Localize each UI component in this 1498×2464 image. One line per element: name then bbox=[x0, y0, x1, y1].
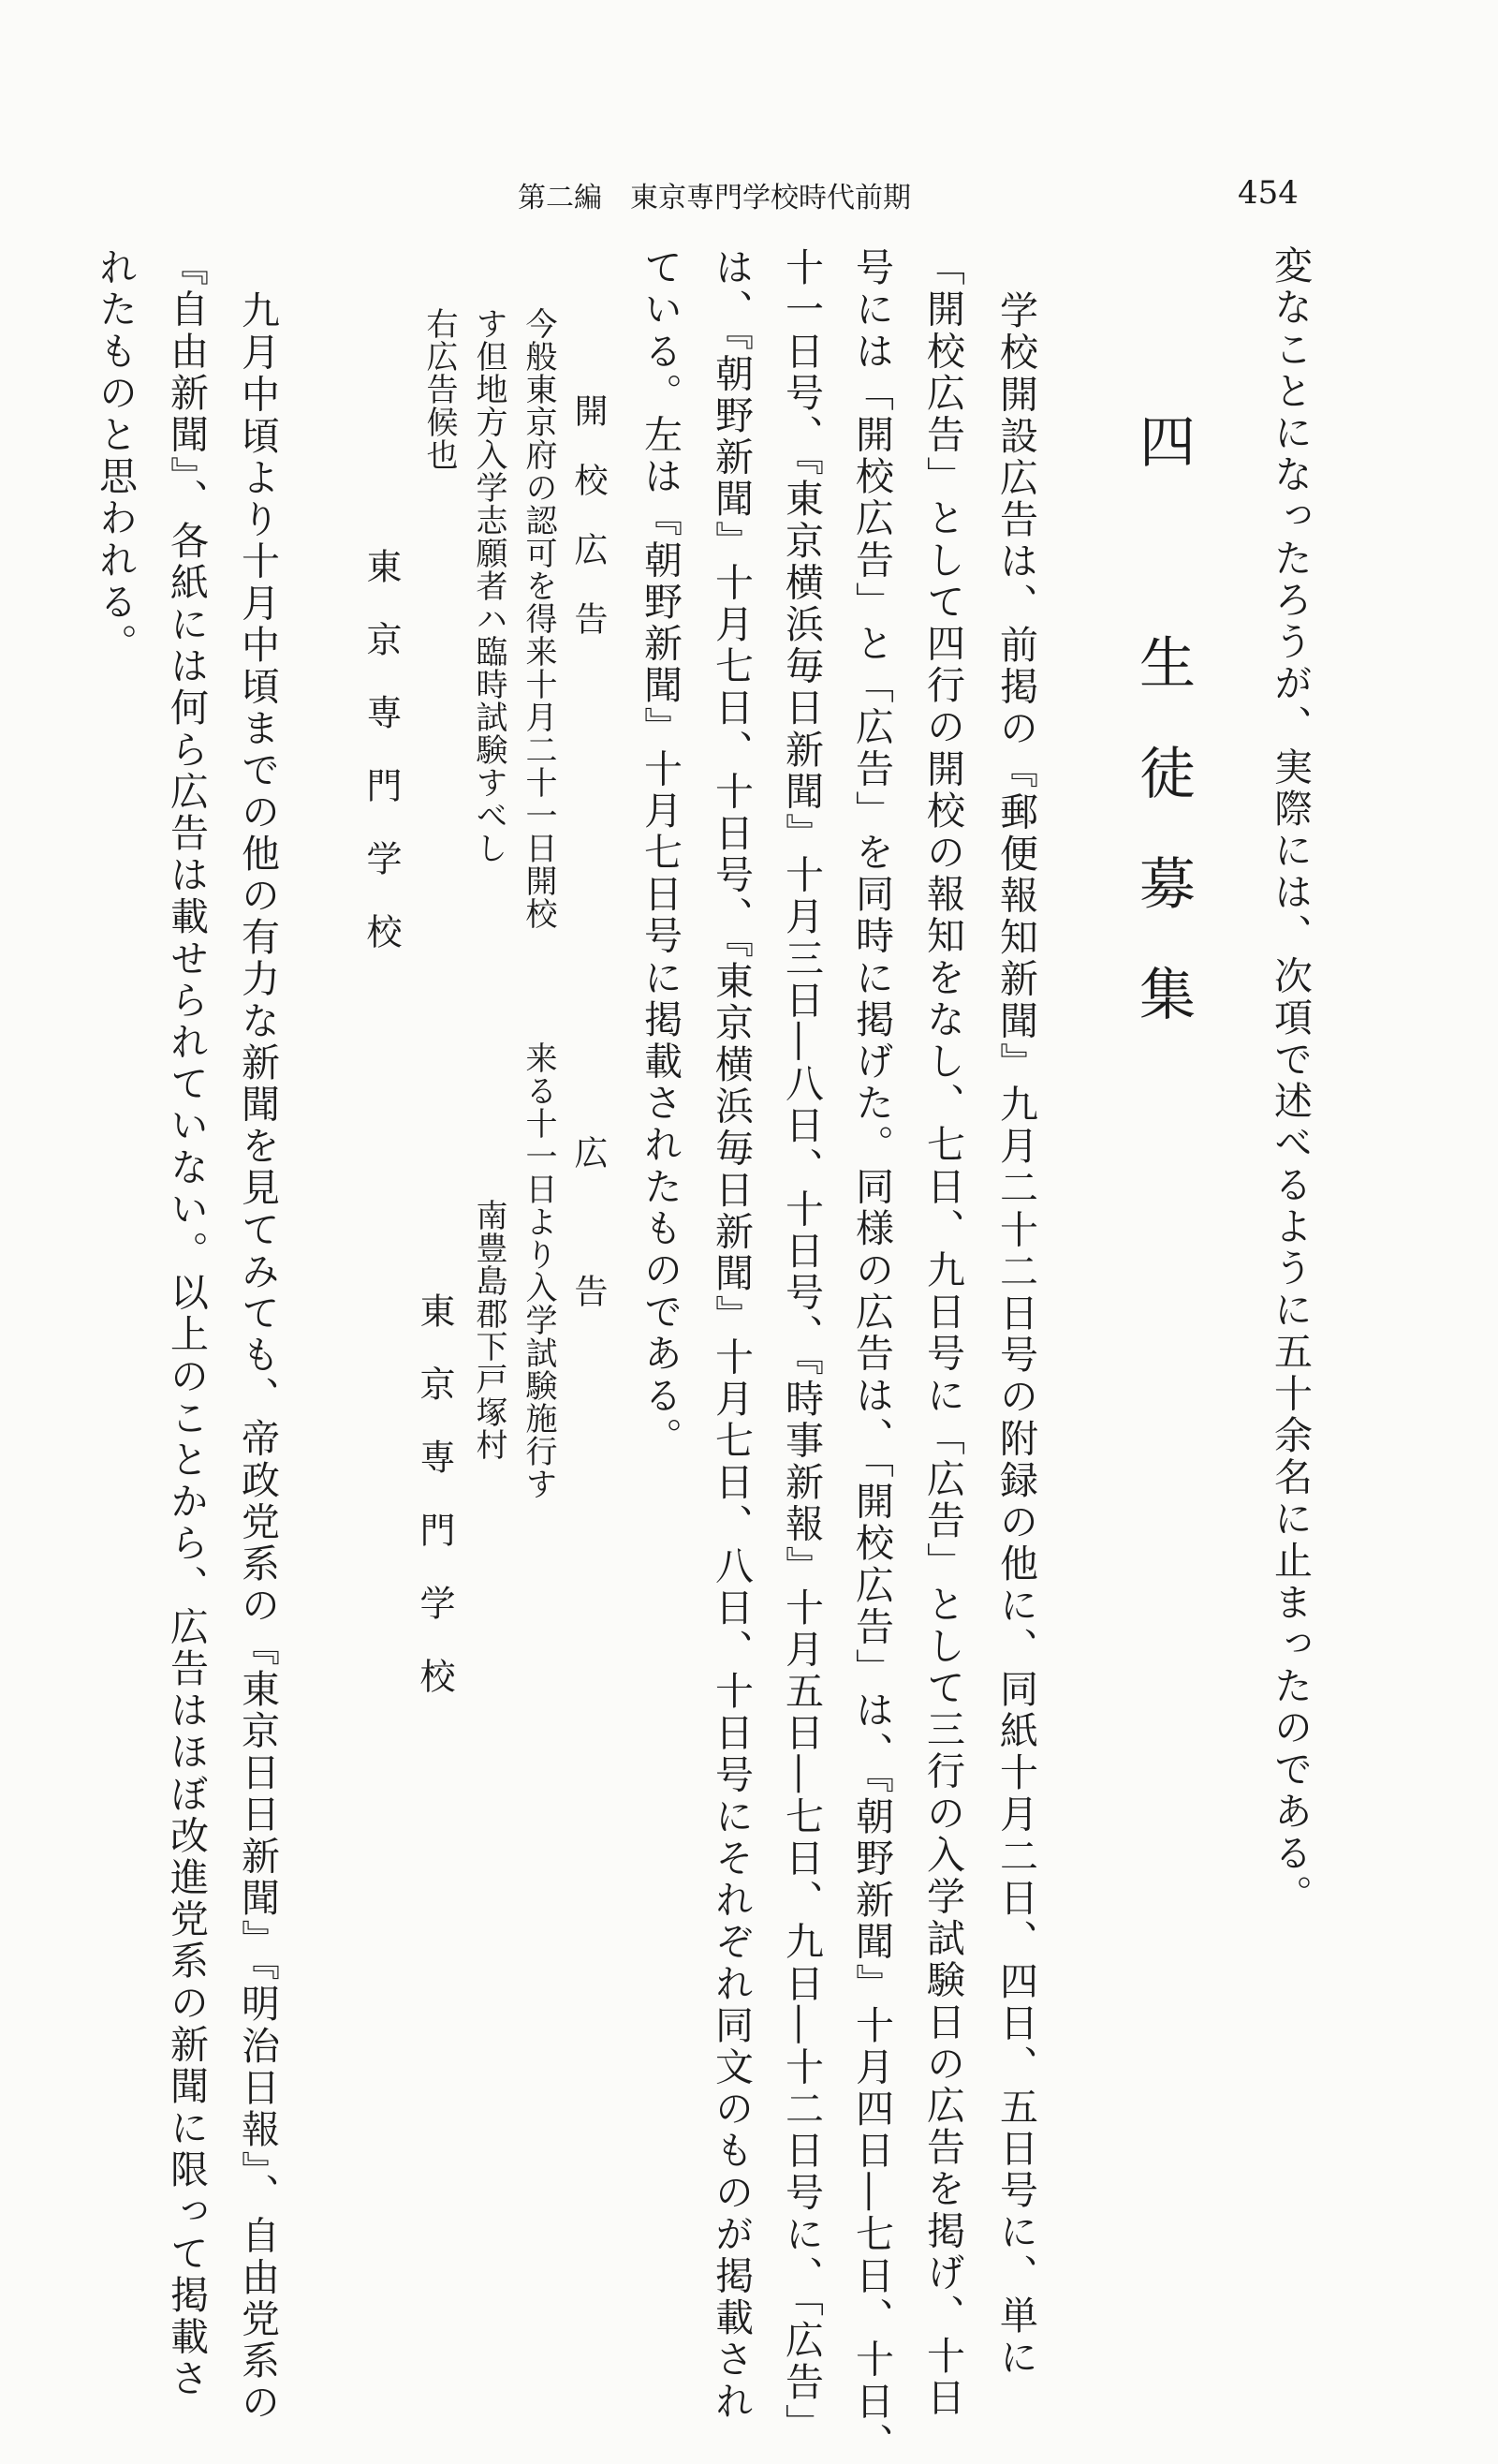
paragraph2-column: 九月中頃より十月中頃までの他の有力な新聞を見てみても、帝政党系の『東京日日新聞』『明治日報』、自由党系の bbox=[235, 290, 280, 2425]
ad2-line: 来る十一日より入学試験施行す bbox=[520, 1041, 557, 1500]
paragraph2-column: 『自由新聞』、各紙には何ら広告は載せられていない。以上のことから、広告はほぼ改進党系の新聞に限って掲載さ bbox=[164, 247, 209, 2400]
opening-line: 変なことになったろうが、実際には、次項で述べるように五十余名に止まったのである。 bbox=[1268, 245, 1313, 1916]
ad2-line: 南豊島郡下戸塚村 bbox=[470, 1199, 507, 1461]
paragraph2-column: れたものと思われる。 bbox=[93, 247, 138, 665]
page-number: 454 bbox=[1238, 174, 1299, 212]
running-header-title: 第二編 東京専門学校時代前期 bbox=[518, 182, 911, 214]
paragraph1-column: 十一日号、『東京横浜毎日新聞』十月三日―八日、十日号、『時事新報』十月五日―七日、九日―十二日号に、「広告」 bbox=[779, 247, 824, 2445]
paragraph1-column: 学校開設広告は、前掲の『郵便報知新聞』九月二十二日号の附録の他に、同紙十月二日、四日、五日号に、単に bbox=[993, 290, 1038, 2379]
section-heading: 四 生徒募集 bbox=[1130, 412, 1196, 1075]
ad1-line: 今般東京府の認可を得来十月二十一日開校 bbox=[520, 307, 557, 930]
ad1-signature: 東 京 専 門 学 校 bbox=[360, 548, 402, 950]
ad1-title: 開 校 広 告 bbox=[569, 393, 608, 636]
ad1-line: 右広告候也 bbox=[420, 307, 458, 471]
ad1-line: す但地方入学志願者ハ臨時試験すべし bbox=[470, 307, 507, 864]
ad2-signature: 東 京 専 門 学 校 bbox=[414, 1292, 455, 1694]
ad2-title: 広 告 bbox=[569, 1135, 608, 1308]
paragraph1-column: ている。左は『朝野新聞』十月七日号に掲載されたものである。 bbox=[638, 247, 683, 1459]
paragraph1-column: 号には「開校広告」と「広告」を同時に掲げた。同様の広告は、「開校広告」は、『朝野新聞』十月四日―七日、十日、 bbox=[849, 247, 894, 2464]
paragraph1-column: 「開校広告」として四行の開校の報知をなし、七日、九日号に「広告」として三行の入学試験日の広告を掲げ、十日 bbox=[920, 247, 965, 2420]
paragraph1-column: は、『朝野新聞』十月七日、十日号、『東京横浜毎日新聞』十月七日、八日、十日号にそれぞれ同文のものが掲載され bbox=[709, 247, 754, 2423]
